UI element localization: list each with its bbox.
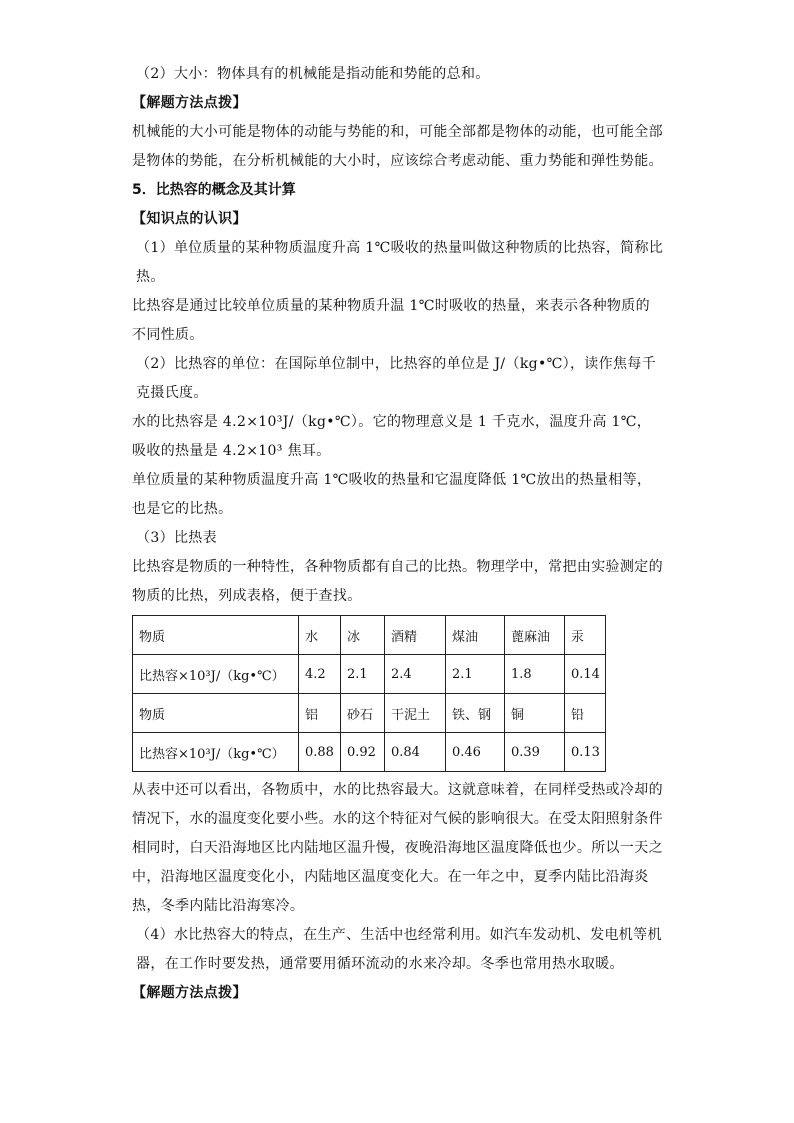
table-cell: 0.46 [446, 733, 505, 772]
table-cell: 0.13 [565, 733, 606, 772]
table-cell: 0.88 [299, 733, 341, 772]
table-cell: 酒精 [385, 616, 446, 655]
table-cell: 比热容×10³J/（kg•℃） [133, 733, 299, 772]
table-cell: 物质 [133, 694, 299, 733]
paragraph-water-specific-heat: 水的比热容是 4.2×10³J/（kg•℃）。它的物理意义是 1 千克水，温度升高 1℃，吸收的热量是 4.2×10³ 焦耳。 [132, 414, 652, 459]
table-cell: 铁、钢 [446, 694, 505, 733]
table-cell: 汞 [565, 616, 606, 655]
table-cell: 铝 [299, 694, 341, 733]
paragraph-specific-heat-unit: （2）比热容的单位：在国际单位制中，比热容的单位是 J/（kg•℃），读作焦每千克摄氏度。 [136, 356, 657, 401]
table-cell: 4.2 [299, 655, 341, 694]
paragraph-heat-equivalence: 单位质量的某种物质温度升高 1℃吸收的热量和它温度降低 1℃放出的热量相等，也是它的比热。 [132, 472, 652, 517]
table-cell: 煤油 [446, 616, 505, 655]
specific-heat-table [132, 615, 606, 772]
table-cell: 0.84 [385, 733, 446, 772]
section-label-knowledge: 【知识点的认识】 [132, 211, 247, 227]
table-cell: 1.8 [505, 655, 565, 694]
table-cell: 2.1 [341, 655, 385, 694]
paragraph-water-usage: （4）水比热容大的特点，在生产、生活中也经常利用。如汽车发动机、发电机等机器，在工作时要发热，通常要用循环流动的水来冷却。冬季也常用热水取暖。 [136, 927, 662, 972]
table-cell: 铅 [565, 694, 606, 733]
paragraph-heat-table-intro: 比热容是物质的一种特性，各种物质都有自己的比热。物理学中，常把由实验测定的物质的比热，列成表格，便于查找。 [132, 559, 663, 604]
table-cell: 2.4 [385, 655, 446, 694]
paragraph-mechanical-energy: 机械能的大小可能是物体的动能与势能的和，可能全部都是物体的动能，也可能全部是物体的势能，在分析机械能的大小时，应该综合考虑动能、重力势能和弹性势能。 [132, 124, 663, 169]
table-cell: 干泥土 [385, 694, 446, 733]
table-row [133, 694, 606, 733]
paragraph-heat-table-label: （3）比热表 [136, 530, 218, 546]
table-cell: 0.39 [505, 733, 565, 772]
table-cell: 0.92 [341, 733, 385, 772]
table-cell: 0.14 [565, 655, 606, 694]
section-label-method-tips: 【解题方法点拨】 [132, 95, 247, 111]
section-label-method-tips-2: 【解题方法点拨】 [132, 985, 247, 1001]
table-cell: 冰 [341, 616, 385, 655]
table-cell: 2.1 [446, 655, 505, 694]
table-cell: 水 [299, 616, 341, 655]
table-row [133, 616, 606, 655]
paragraph-size-definition: （2）大小：物体具有的机械能是指动能和势能的总和。 [136, 66, 490, 82]
table-cell: 砂石 [341, 694, 385, 733]
table-cell: 比热容×10³J/（kg•℃） [133, 655, 299, 694]
paragraph-table-conclusion: 从表中还可以看出，各物质中，水的比热容最大。这就意味着，在同样受热或冷却的情况下，水的温度变化要小些。水的这个特征对气候的影响很大。在受太阳照射条件相同时，白天沿海地区比内陆地区温升慢，夜晚沿海地区温度降低也少。所以一天之中，沿海地区温度变化小，内陆地区温度变化大。在一年之中，夏季内陆比沿海炎热，冬季内陆比沿海寒冷。 [132, 782, 663, 914]
table-row [133, 655, 606, 694]
table-cell: 蓖麻油 [505, 616, 565, 655]
paragraph-specific-heat-definition: （1）单位质量的某种物质温度升高 1℃吸收的热量叫做这种物质的比热容，简称比热。 [136, 240, 664, 285]
table-row [133, 733, 606, 772]
section-heading-specific-heat: 5．比热容的概念及其计算 [132, 182, 296, 198]
document-body [132, 60, 664, 1008]
paragraph-specific-heat-comparison: 比热容是通过比较单位质量的某种物质升温 1℃时吸收的热量，来表示各种物质的不同性质。 [132, 298, 650, 343]
table-cell: 物质 [133, 616, 299, 655]
table-cell: 铜 [505, 694, 565, 733]
